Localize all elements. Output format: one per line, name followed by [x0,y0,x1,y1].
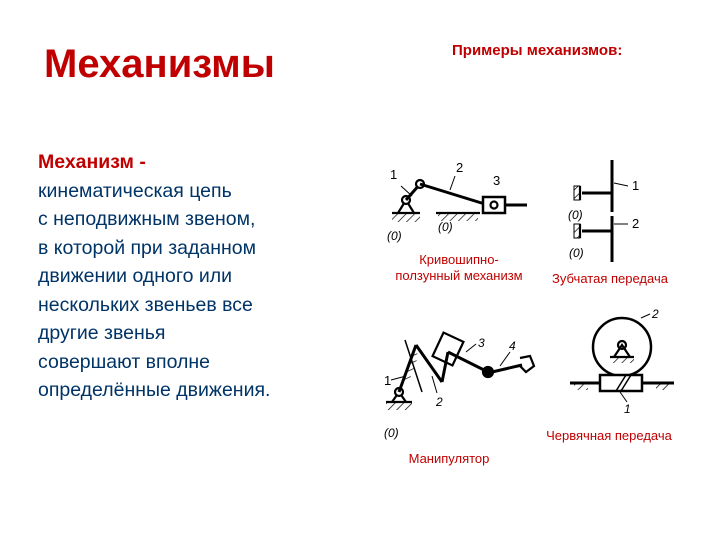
worm-caption: Червячная передача [546,428,672,443]
definition-line: с неподвижным звеном, [38,208,256,230]
gear-caption: Зубчатая передача [552,271,668,286]
definition-line: другие звенья [38,322,166,344]
sc-label-3: 3 [493,173,501,188]
slider-crank-caption [384,252,534,284]
examples-heading: Примеры механизмов: [452,42,623,59]
definition-line: движении одного или [38,265,233,287]
slider-crank-caption-line2: ползунный механизм [395,268,523,283]
gear-label-ground-a: (0) [568,208,583,222]
definition-line: в которой при заданном [38,236,257,259]
definition-line: нескольких звеньев все [38,293,253,316]
man-label-2: 2 [436,395,443,409]
connecting-rod [420,184,488,205]
man-label-1: 1 [384,373,392,388]
definition-line: совершают вполне [38,350,211,373]
definition-term: Механизм - [38,151,146,173]
slider-crank-diagram [392,176,527,222]
slide-title: Механизмы [44,42,275,86]
definition-line: определённые движения. [38,379,271,401]
sc-label-1: 1 [390,167,398,182]
sc-label-ground-a: (0) [387,229,402,243]
manipulator-caption: Манипулятор [408,451,490,466]
slider-crank-caption-line1: Кривошипно- [419,252,499,267]
gear-label-2: 2 [632,216,640,231]
man-label-3: 3 [478,336,485,350]
worm-gear-diagram [570,314,674,402]
worm-label-1: 1 [624,402,631,416]
worm-label-2: 2 [652,307,659,321]
man-label-ground: (0) [384,426,399,440]
man-label-4: 4 [509,339,516,353]
sc-label-2: 2 [456,160,464,175]
sc-label-ground-b: (0) [438,220,453,234]
gear-label-ground-b: (0) [569,246,584,260]
definition-line: кинематическая цепь [38,179,232,202]
gear-label-1: 1 [632,178,640,193]
